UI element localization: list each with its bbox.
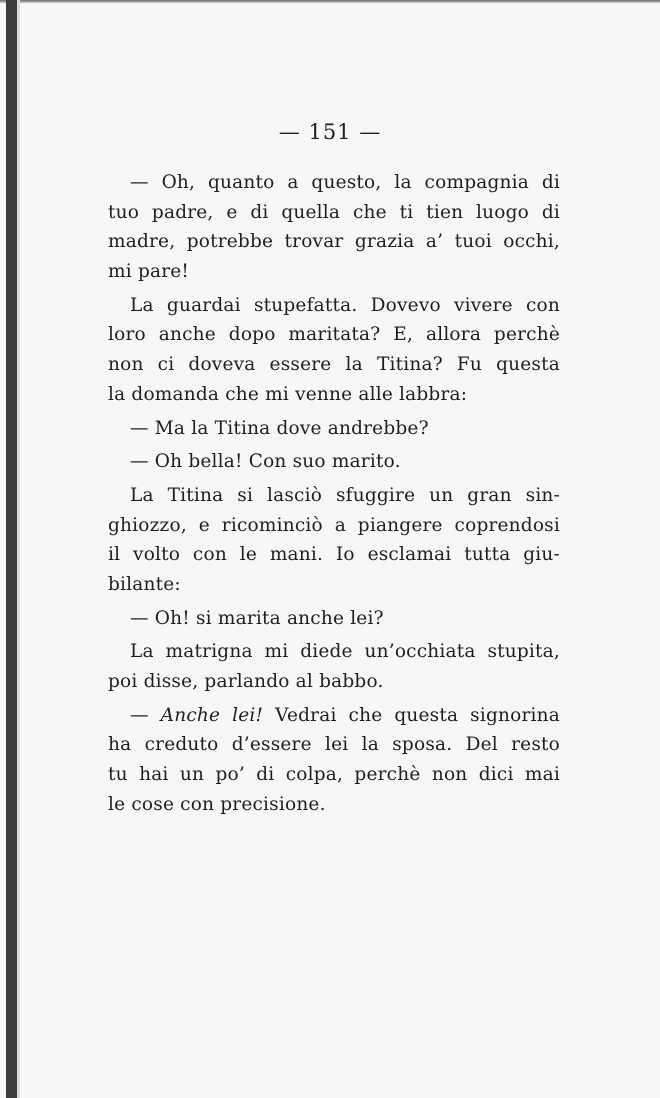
text-line: poi disse, parlando al babbo. <box>108 671 384 692</box>
text-line: il volto con le mani. Io esclamai tutta giu- <box>108 544 560 566</box>
text-line: — Ma la Titina dove andrebbe? <box>130 417 429 439</box>
text-line: mi pare! <box>108 261 190 283</box>
text-line: La guardai stupefatta. Dovevo vivere con <box>130 294 560 316</box>
text-line: La matrigna mi diede un’occhiata stupita, <box>130 641 560 663</box>
text-line: ha creduto d’essere lei la sposa. Del resto <box>108 734 560 756</box>
text-line: — Oh bella! Con suo marito. <box>130 451 401 473</box>
text-line: loro anche dopo maritata? E, allora perchè <box>108 324 560 346</box>
book-binding-edge <box>6 0 17 1098</box>
text-line: tuo padre, e di quella che ti tien luogo di <box>108 201 560 223</box>
page-number: — 151 — <box>278 120 382 144</box>
text-line: ghiozzo, e ricominciò a piangere coprendosi <box>108 514 560 536</box>
text-line: — Oh, quanto a questo, la compagnia di <box>130 172 560 193</box>
text-line: — Oh! si marita anche lei? <box>130 607 384 629</box>
text-line: madre, potrebbe trovar grazia a’ tuoi occhi, <box>108 231 560 253</box>
text-line: la domanda che mi venne alle labbra: <box>108 383 468 405</box>
text-line-with-italic <box>108 701 560 731</box>
text-line: La Titina si lasciò sfuggire un gran sin- <box>130 484 560 506</box>
body-text <box>108 168 560 819</box>
text-line: bilante: <box>108 573 181 595</box>
text-line: non ci doveva essere la Titina? Fu questa <box>108 354 560 376</box>
text-line: le cose con precisione. <box>108 793 326 815</box>
dialogue-dash: — <box>130 704 149 726</box>
page-top-edge <box>0 0 660 3</box>
italic-emphasis: Anche lei! <box>160 704 264 726</box>
text-segment: Vedrai che questa signorina <box>275 704 560 726</box>
binding-shadow <box>17 0 20 1098</box>
text-line: tu hai un po’ di colpa, perchè non dici mai <box>108 764 560 786</box>
